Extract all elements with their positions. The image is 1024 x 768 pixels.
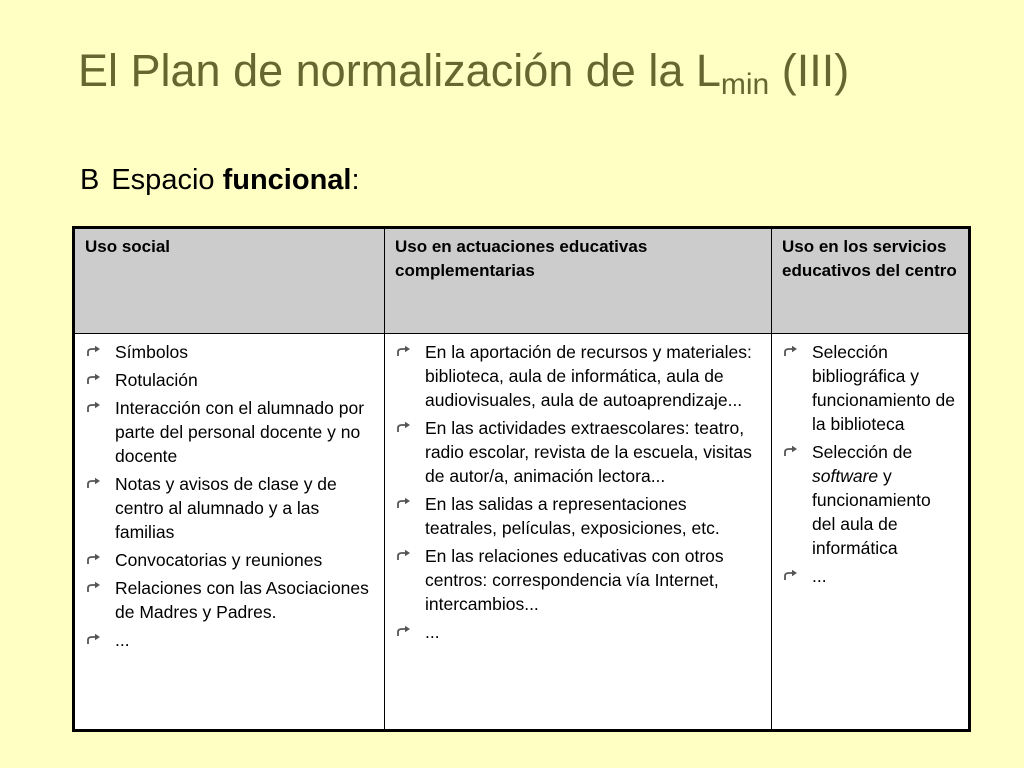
curved-arrow-icon [784,564,802,588]
title-subscript: min [720,68,770,101]
cell-uso-servicios [772,334,970,731]
title-suffix: (III) [769,45,850,96]
list-item: ... [782,564,958,588]
subtitle-letter: B [80,164,100,196]
list-uso-servicios [782,340,958,588]
section-subtitle [80,164,360,197]
header-uso-actuaciones: Uso en actuaciones educativas complementarias [385,228,772,334]
software-term: software [812,466,879,486]
cell-uso-actuaciones [385,334,772,731]
curved-arrow-icon [784,440,802,464]
title-main: El Plan de normalización de la L [78,45,721,96]
header-uso-servicios: Uso en los servicios educativos del centro [772,228,970,334]
list-item: ... [395,620,761,644]
list-item: En las salidas a representaciones teatrales, películas, exposiciones, etc. [395,492,761,540]
curved-arrow-icon [87,576,105,600]
curved-arrow-icon [87,548,105,572]
usage-table [72,226,971,732]
list-item: ... [85,628,374,652]
list-item: Selección bibliográfica y funcionamiento de la biblioteca [782,340,958,436]
list-item: En las actividades extraescolares: teatro, radio escolar, revista de la escuela, visitas de autor/a, animación lectora... [395,416,761,488]
curved-arrow-icon [784,340,802,364]
curved-arrow-icon [397,492,415,516]
list-uso-social [85,340,374,652]
table-header-row [74,228,970,334]
list-item: Rotulación [85,368,374,392]
curved-arrow-icon [87,340,105,364]
header-uso-social: Uso social [74,228,385,334]
list-item: Interacción con el alumnado por parte del personal docente y no docente [85,396,374,468]
list-item: En la aportación de recursos y materiales: biblioteca, aula de informática, aula de audiovisuales, aula de autoaprendizaje... [395,340,761,412]
curved-arrow-icon [87,396,105,420]
curved-arrow-icon [87,472,105,496]
list-item: Símbolos [85,340,374,364]
subtitle-prefix: Espacio [111,164,223,196]
subtitle-suffix: : [351,164,360,196]
list-item: Selección de software y funcionamiento del aula de informática [782,440,958,560]
curved-arrow-icon [397,544,415,568]
curved-arrow-icon [397,340,415,364]
list-item: Relaciones con las Asociaciones de Madres y Padres. [85,576,374,624]
table-row [74,334,970,731]
cell-uso-social [74,334,385,731]
list-item: Convocatorias y reuniones [85,548,374,572]
curved-arrow-icon [397,620,415,644]
curved-arrow-icon [397,416,415,440]
list-uso-actuaciones [395,340,761,644]
list-item: Notas y avisos de clase y de centro al alumnado y a las familias [85,472,374,544]
curved-arrow-icon [87,368,105,392]
page-title [78,44,849,103]
curved-arrow-icon [87,628,105,652]
list-item: En las relaciones educativas con otros centros: correspondencia vía Internet, intercambios... [395,544,761,616]
subtitle-bold: funcional [222,164,352,196]
